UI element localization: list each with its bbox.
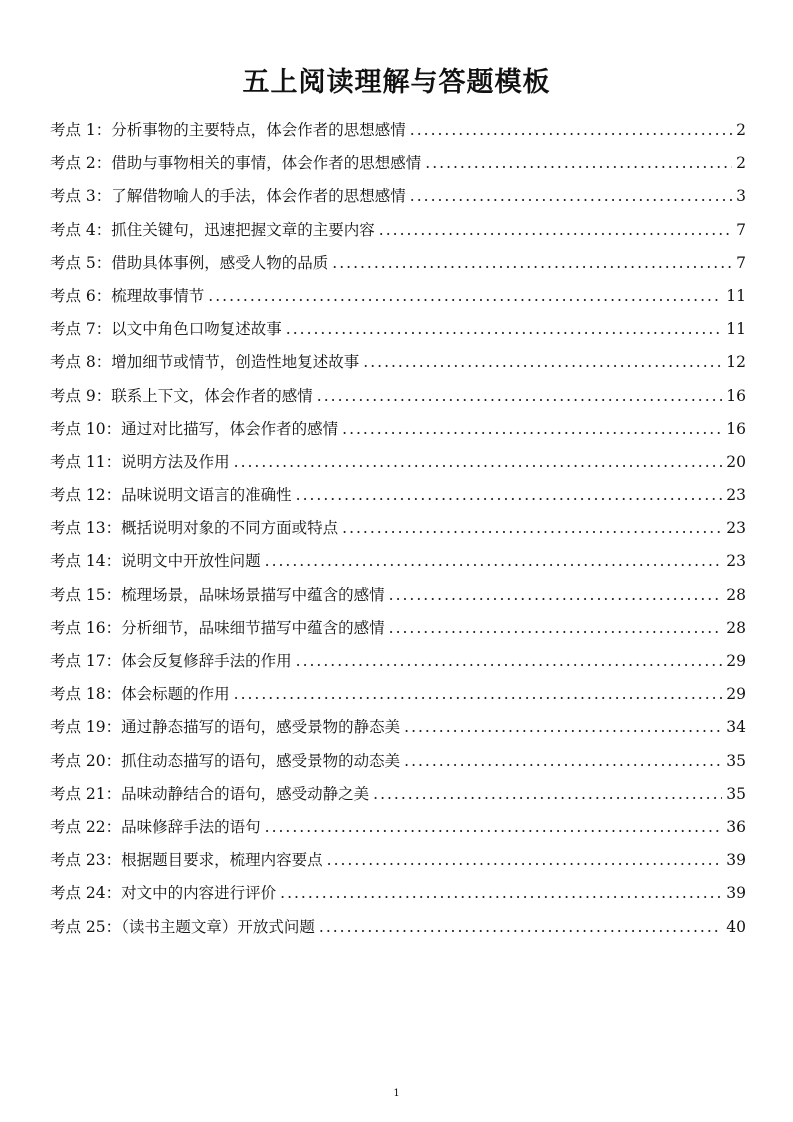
toc-entry-page: 16 [726, 419, 746, 438]
toc-entry[interactable] [50, 384, 746, 417]
toc-leader-dots [280, 881, 722, 905]
toc-entry-label: 考点 11：说明方法及作用 [50, 452, 230, 471]
toc-entry-label: 考点 4：抓住关键句，迅速把握文章的主要内容 [50, 220, 375, 239]
toc-entry[interactable] [50, 450, 746, 483]
toc-leader-dots [379, 218, 732, 242]
toc-entry[interactable] [50, 317, 746, 350]
toc-entry-page: 34 [726, 718, 746, 737]
toc-entry-page: 35 [726, 784, 746, 803]
toc-entry-label: 考点 5：借助具体事例，感受人物的品质 [50, 253, 329, 272]
toc-leader-dots [208, 284, 722, 308]
toc-entry[interactable] [50, 682, 746, 715]
toc-entry-page: 7 [736, 220, 746, 239]
toc-entry[interactable] [50, 118, 746, 151]
toc-leader-dots [327, 848, 723, 872]
toc-entry-page: 29 [726, 652, 746, 670]
toc-entry-page: 29 [726, 685, 746, 704]
toc-entry-label: 考点 3：了解借物喻人的手法，体会作者的思想感情 [50, 187, 406, 206]
toc-entry[interactable] [50, 583, 746, 616]
toc-leader-dots [265, 549, 723, 573]
toc-entry-label: 考点 21：品味动静结合的语句，感受动静之美 [50, 784, 370, 803]
toc-entry-page: 7 [736, 253, 746, 272]
toc-leader-dots [389, 616, 723, 640]
toc-leader-dots [363, 350, 722, 374]
toc-entry[interactable] [50, 848, 746, 881]
toc-entry[interactable] [50, 350, 746, 383]
toc-entry-label: 考点 22：品味修辞手法的语句 [50, 817, 261, 836]
toc-entry[interactable] [50, 516, 746, 549]
toc-entry[interactable] [50, 151, 746, 184]
toc-entry[interactable] [50, 881, 746, 914]
toc-entry-label: 考点 15：梳理场景，品味场景描写中蕴含的感情 [50, 585, 385, 604]
toc-entry[interactable] [50, 251, 746, 284]
toc-entry-label: 考点 19：通过静态描写的语句，感受景物的静态美 [50, 718, 401, 737]
toc-entry[interactable] [50, 649, 746, 682]
toc-leader-dots [373, 782, 722, 806]
toc-entry-label: 考点 23：根据题目要求，梳理内容要点 [50, 851, 323, 870]
toc-entry[interactable] [50, 184, 746, 217]
toc-entry-page: 2 [736, 154, 746, 173]
toc-entry-label: 考点 24：对文中的内容进行评价 [50, 884, 277, 903]
toc-leader-dots [342, 417, 722, 441]
toc-leader-dots [234, 450, 723, 474]
toc-entry-page: 23 [726, 519, 746, 538]
toc-entry-label: 考点 14：说明文中开放性问题 [50, 552, 261, 571]
toc-entry[interactable] [50, 616, 746, 649]
toc-leader-dots [404, 715, 722, 739]
toc-entry-page: 12 [726, 353, 746, 372]
toc-leader-dots [286, 317, 722, 341]
toc-entry-label: 考点 9：联系上下文，体会作者的感情 [50, 386, 313, 405]
toc-entry-label: 考点 6：梳理故事情节 [50, 286, 205, 305]
toc-entry-page: 23 [726, 486, 746, 505]
toc-entry-page: 35 [726, 751, 746, 770]
table-of-contents [50, 118, 746, 948]
toc-leader-dots [410, 184, 732, 208]
toc-entry-label: 考点 25：（读书主题文章）开放式问题 [50, 917, 315, 936]
toc-entry-page: 36 [726, 817, 746, 836]
toc-entry[interactable] [50, 815, 746, 848]
toc-leader-dots [425, 151, 732, 175]
toc-entry[interactable] [50, 417, 746, 450]
toc-leader-dots [404, 749, 722, 773]
toc-leader-dots [319, 915, 722, 939]
toc-leader-dots [296, 483, 723, 507]
toc-entry-page: 11 [726, 320, 746, 339]
toc-leader-dots [389, 583, 723, 607]
toc-entry[interactable] [50, 715, 746, 748]
toc-leader-dots [410, 118, 732, 142]
toc-leader-dots [332, 251, 732, 275]
toc-entry[interactable] [50, 483, 746, 516]
document-title: 五上阅读理解与答题模板 [242, 67, 551, 98]
toc-entry-page: 40 [726, 917, 746, 936]
toc-entry-label: 考点 20：抓住动态描写的语句，感受景物的动态美 [50, 751, 401, 770]
toc-leader-dots [265, 815, 723, 839]
toc-entry-label: 考点 8：增加细节或情节，创造性地复述故事 [50, 353, 360, 372]
toc-entry-page: 23 [726, 552, 746, 571]
toc-entry[interactable] [50, 284, 746, 317]
toc-leader-dots [342, 516, 722, 540]
toc-entry-page: 28 [726, 618, 746, 637]
toc-entry[interactable] [50, 915, 746, 948]
toc-entry-page: 2 [736, 121, 746, 139]
toc-entry[interactable] [50, 549, 746, 582]
toc-entry-label: 考点 7：以文中角色口吻复述故事 [50, 320, 282, 339]
toc-entry-page: 20 [726, 452, 746, 471]
toc-entry-page: 11 [726, 286, 746, 305]
toc-entry-label: 考点 16：分析细节，品味细节描写中蕴含的感情 [50, 618, 385, 637]
toc-entry-page: 39 [726, 851, 746, 870]
toc-entry-label: 考点 2：借助与事物相关的事情，体会作者的思想感情 [50, 154, 422, 173]
toc-entry-page: 16 [726, 386, 746, 405]
toc-leader-dots [317, 384, 722, 408]
toc-entry-label: 考点 13：概括说明对象的不同方面或特点 [50, 519, 339, 538]
toc-entry[interactable] [50, 218, 746, 251]
toc-entry-label: 考点 12：品味说明文语言的准确性 [50, 486, 292, 505]
toc-leader-dots [296, 649, 723, 673]
toc-entry-label: 考点 1：分析事物的主要特点，体会作者的思想感情 [50, 121, 406, 139]
toc-entry-label: 考点 18：体会标题的作用 [50, 685, 230, 704]
toc-entry[interactable] [50, 749, 746, 782]
toc-leader-dots [234, 682, 723, 706]
toc-entry-label: 考点 10：通过对比描写，体会作者的感情 [50, 419, 339, 438]
toc-entry-page: 3 [736, 187, 746, 206]
toc-entry-page: 39 [726, 884, 746, 903]
page-number: 1 [393, 1088, 400, 1099]
toc-entry-page: 28 [726, 585, 746, 604]
toc-entry-label: 考点 17：体会反复修辞手法的作用 [50, 652, 292, 670]
toc-entry[interactable] [50, 782, 746, 815]
